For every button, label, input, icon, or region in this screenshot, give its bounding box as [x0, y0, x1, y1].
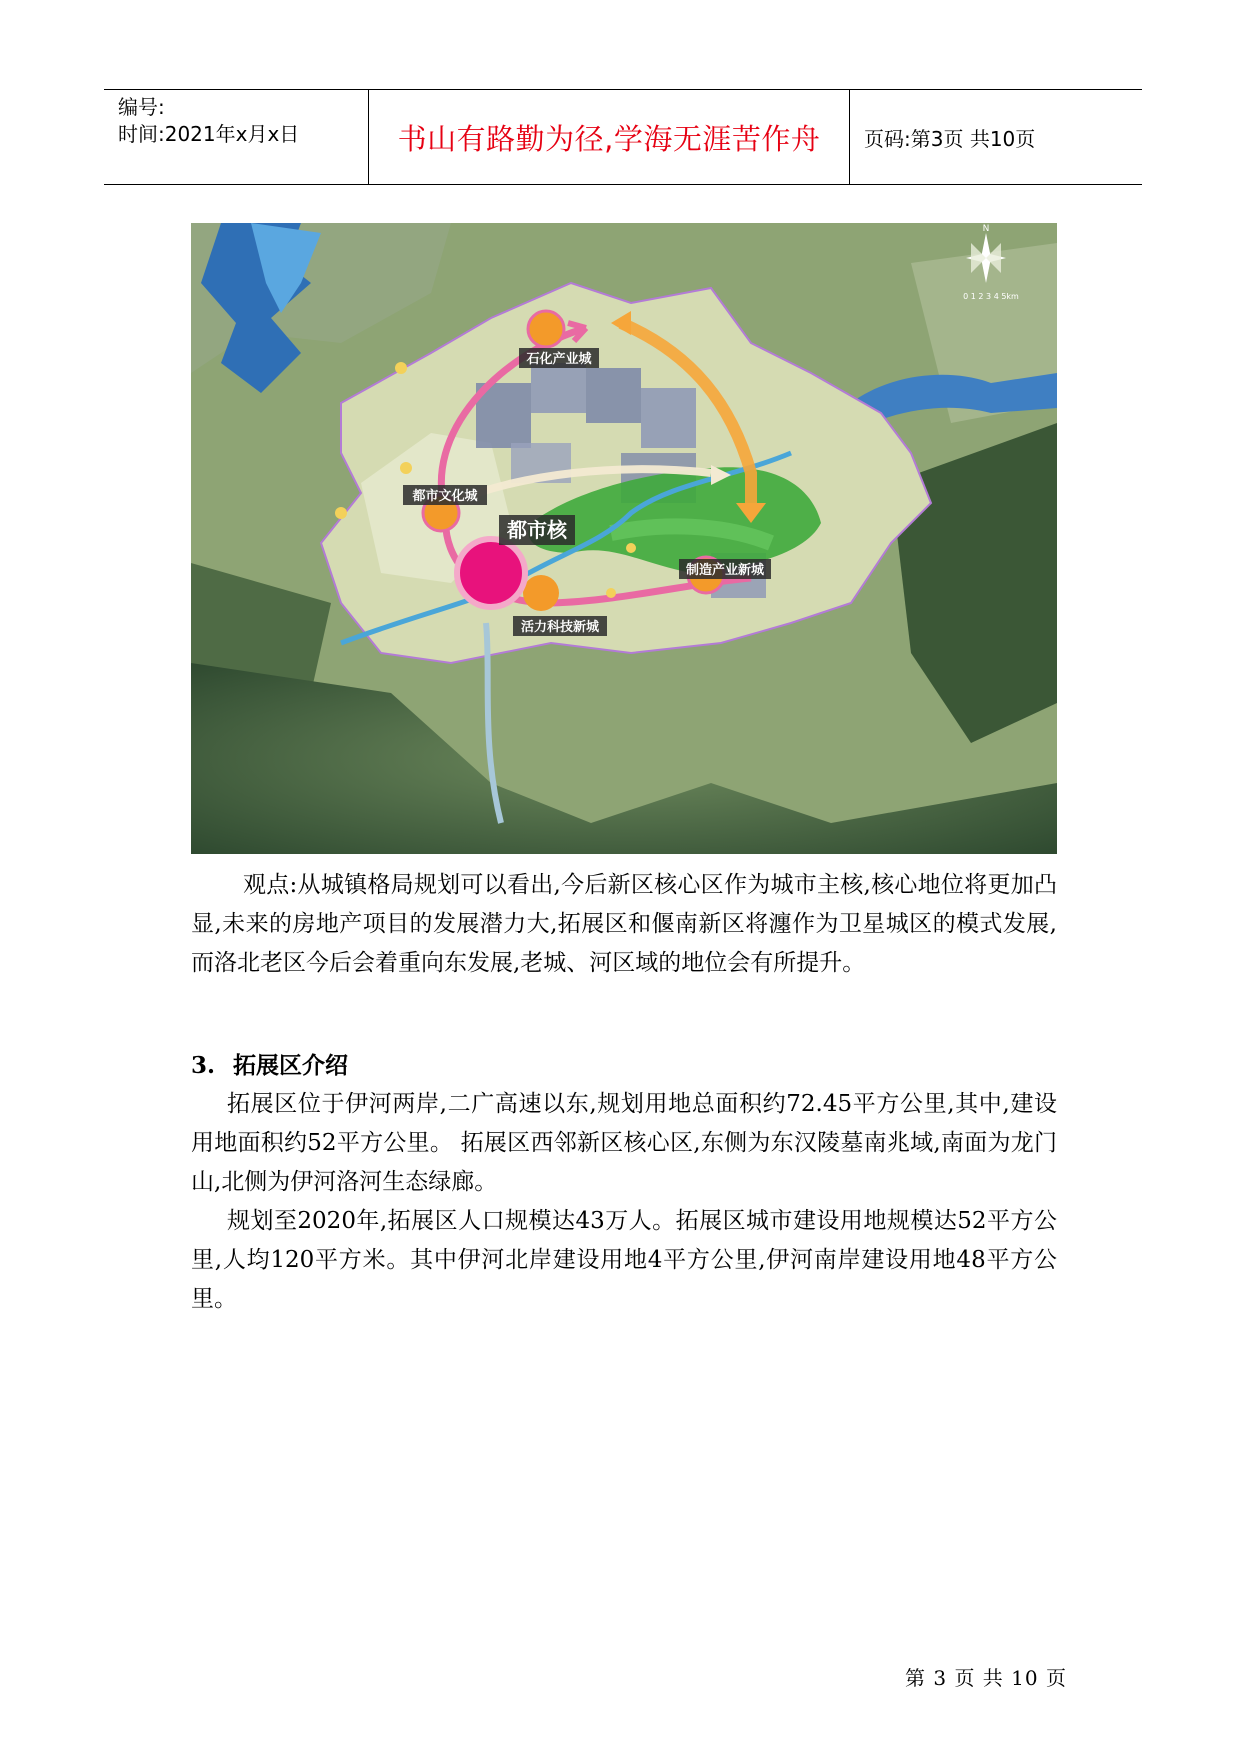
- label-tech-city: 活力科技新城: [520, 620, 600, 635]
- intro-paragraph: 拓展区位于伊河两岸,二广高速以东,规划用地总面积约72.45平方公里,其中,建设用地面积约52平方公里。 拓展区西邻新区核心区,东侧为东汉陵墓南兆域,南面为龙门山,北侧为伊河洛河生态绿廊。: [191, 1091, 1057, 1195]
- label-petro-city: 石化产业城: [526, 352, 592, 367]
- opinion-paragraph: 观点:从城镇格局规划可以看出,今后新区核心区作为城市主核,核心地位将更加凸显,未来的房地产项目的发展潜力大,拓展区和偃南新区将瀍作为卫星城区的模式发展,而洛北老区今后会着重向东发展,老城、河区域的地位会有所提升。: [191, 872, 1057, 976]
- core-node: [457, 539, 525, 607]
- label-culture-city: 都市文化城: [412, 489, 478, 504]
- motto-text: 书山有路勤为径,学海无涯苦作舟: [397, 121, 821, 156]
- label-core: 都市核: [507, 518, 567, 542]
- header-page-cell: [850, 90, 1142, 184]
- header-motto-cell: [369, 90, 850, 184]
- time-label: 时间:2021年x月x日: [118, 122, 300, 146]
- section-title: 拓展区介绍: [233, 1052, 349, 1079]
- scale-bar: 0 1 2 3 4 5km: [963, 292, 1019, 301]
- tech-city-node: [523, 575, 559, 611]
- compass-letter: N: [982, 224, 990, 234]
- section-heading: [191, 1046, 348, 1085]
- page-footer: 第 3 页 共 10 页: [905, 1666, 1067, 1690]
- label-manufacturing-city: 制造产业新城: [685, 563, 765, 578]
- planning-paragraph: 规划至2020年,拓展区人口规模达43万人。拓展区城市建设用地规模达52平方公里,人均120平方米。其中伊河北岸建设用地4平方公里,伊河南岸建设用地48平方公里。: [191, 1208, 1057, 1312]
- urban-plan-map: [191, 223, 1057, 854]
- page-header: [104, 89, 1142, 185]
- petro-city-node: [528, 311, 564, 347]
- header-meta-cell: [104, 90, 369, 184]
- page-label: 页码:第3页 共10页: [864, 126, 1036, 151]
- section-number: 3.: [191, 1052, 216, 1079]
- number-label: 编号:: [118, 95, 165, 119]
